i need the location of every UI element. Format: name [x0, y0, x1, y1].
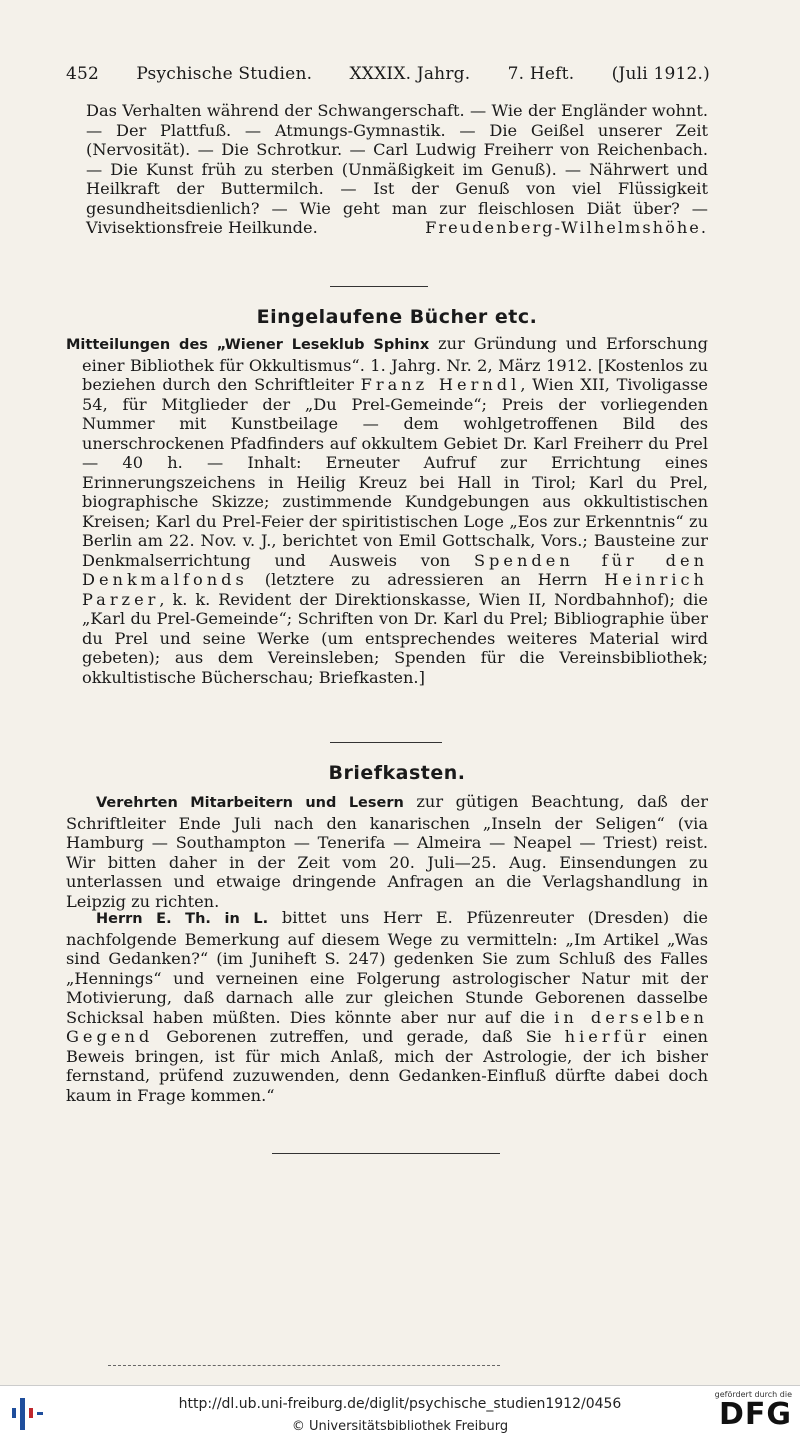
issue-date: (Juli 1912.) [611, 64, 710, 84]
bottom-dashed-rule [108, 1365, 500, 1366]
spaced-word: hierfür [564, 1027, 650, 1046]
books-heading: Eingelaufene Bücher etc. [256, 306, 538, 328]
spaced-phrase: Spenden für den Denkmalfonds [82, 550, 708, 589]
letters-lead: Verehrten Mitarbeitern und Lesern [96, 795, 404, 811]
source-url-link[interactable]: http://dl.ub.uni-freiburg.de/diglit/psychische_studien1912/0456 [178, 1396, 622, 1412]
journal-title: Psychische Studien. [136, 64, 313, 84]
dfg-caption: gefördert durch die [714, 1390, 792, 1399]
separator-rule [330, 742, 442, 743]
books-paragraph: Mitteilungen des „Wiener Leseklub Sphinx zur Gründung und Erforschung einer Bibliothek für Okkultismus“. 1. Jahrg. Nr. 2, März 1912. [Kostenlos zu beziehen durch den Schriftleiter Franz Herndl, Wien XII, Tivoligasse 54, für Mitglieder der „Du Prel-Gemeinde“; Preis der vorliegenden Nummer mit Kunstbeilage — dem wohlgetroffenen Bild des unerschrockenen Pfadfinders auf okkultem Gebiet Dr. Karl Freiherr du Prel — 40 h. — Inhalt: Erneuter Aufruf zur Errichtung eines Erinnerungszeichens in Heilig Kreuz bei Hall in Tirol; Karl du Prel, biographische Skizze; zustimmende Kundgebungen aus okkultistischen Kreisen; Karl du Prel-Feier der spiritistischen Loge „Eos zur Erkenntnis“ zu Berlin am 22. Nov. v. J., berichtet von Emil Gottschalk, Vors.; Bausteine zur Denkmalserrichtung und Ausweis von Spenden für den Denkmalfonds (letztere zu adressieren an Herrn Heinrich Parzer, k. k. Revident der Direktionskasse, Wien II, Nordbahnhof); die „Karl du Prel-Gemeinde“; Schriften von Dr. Karl du Prel; Bibliographie über du Prel und seine Werke (um entsprechendes weiteres Material wird gebeten); aus dem Vereinsleben; Spenden für die Vereinsbibliothek; okkultistische Bücherschau; Briefkasten.] [66, 334, 709, 687]
letters-paragraph-2: Herrn E. Th. in L. bittet uns Herr E. Pfüzenreuter (Dresden) die nachfolgende Bemerkung auf diesem Wege zu vermitteln: „Im Artikel „Was sind Gedanken?“ (im Juniheft S. 247) gedenken Sie zum Schluß des Falles „Hennings“ und verneinen eine Folgerung astrologischer Natur mit der Motivierung, daß darnach alle zur gleichen Stunde Geborenen dasselbe Schicksal haben müßten. Dies könnte aber nur auf die in derselben Gegend Geborenen zutreffen, und gerade, daß Sie hierfür einen Beweis bringen, ist für mich Anlaß, mich der Astrologie, der ich bisher fernstand, prüfend zuzuwenden, denn Gedanken-Einfluß dürfte dabei doch kaum in Frage kommen.“ [66, 908, 709, 1105]
letters-paragraph-1: Verehrten Mitarbeitern und Lesern zur gütigen Beachtung, daß der Schriftleiter Ende Juli nach den kanarischen „Inseln der Seligen“ (via Hamburg — Southampton — Tenerifa — Almeira — Neapel — Triest) reist. Wir bitten daher in der Zeit vom 20. Juli—25. Aug. Einsendungen zu unterlassen und etwaige dringende Anfragen an die Verlagshandlung in Leipzig zu richten. [66, 792, 709, 911]
spaced-phrase: in derselben Gegend [66, 1007, 708, 1046]
volume-year: XXXIX. Jahrg. [349, 64, 471, 84]
top-paragraph [86, 101, 708, 238]
separator-rule [330, 286, 428, 287]
separator-rule [272, 1153, 500, 1154]
letters-addressee: Herrn E. Th. in L. [96, 911, 269, 927]
page-number: 452 [66, 64, 100, 84]
spaced-name: Franz Herndl [360, 375, 521, 394]
viewer-footer [0, 1385, 800, 1442]
spaced-name: Heinrich Parzer [82, 570, 708, 609]
topics-text: Das Verhalten während der Schwangerschaft. — Wie der Engländer wohnt. — Der Plattfuß. — Atmungs-Gymnastik. — Die Geißel unserer Zeit (Nervosität). — Die Schrotkur. — Carl Ludwig Freiherr von Reichenbach. — Die Kunst früh zu sterben (Unmäßigkeit im Genuß). — Nährwert und Heilkraft der Buttermilch. — Ist der Genuß von viel Flüssigkeit gesundheitsdienlich? — Wie geht man zur fleischlosen Diät über? — Vivisektionsfreie Heilkunde. [86, 101, 708, 237]
signature: Freudenberg-Wilhelmshöhe. [425, 218, 708, 237]
dfg-wordmark: DFG [718, 1397, 792, 1432]
copyright-text: © Universitätsbibliothek Freiburg [291, 1419, 509, 1434]
letters-heading: Briefkasten. [328, 762, 466, 784]
dfg-logo [702, 1390, 792, 1438]
issue-number: 7. Heft. [507, 64, 575, 84]
books-lead: Mitteilungen des „Wiener Leseklub Sphinx [66, 337, 430, 353]
running-header [66, 64, 710, 84]
